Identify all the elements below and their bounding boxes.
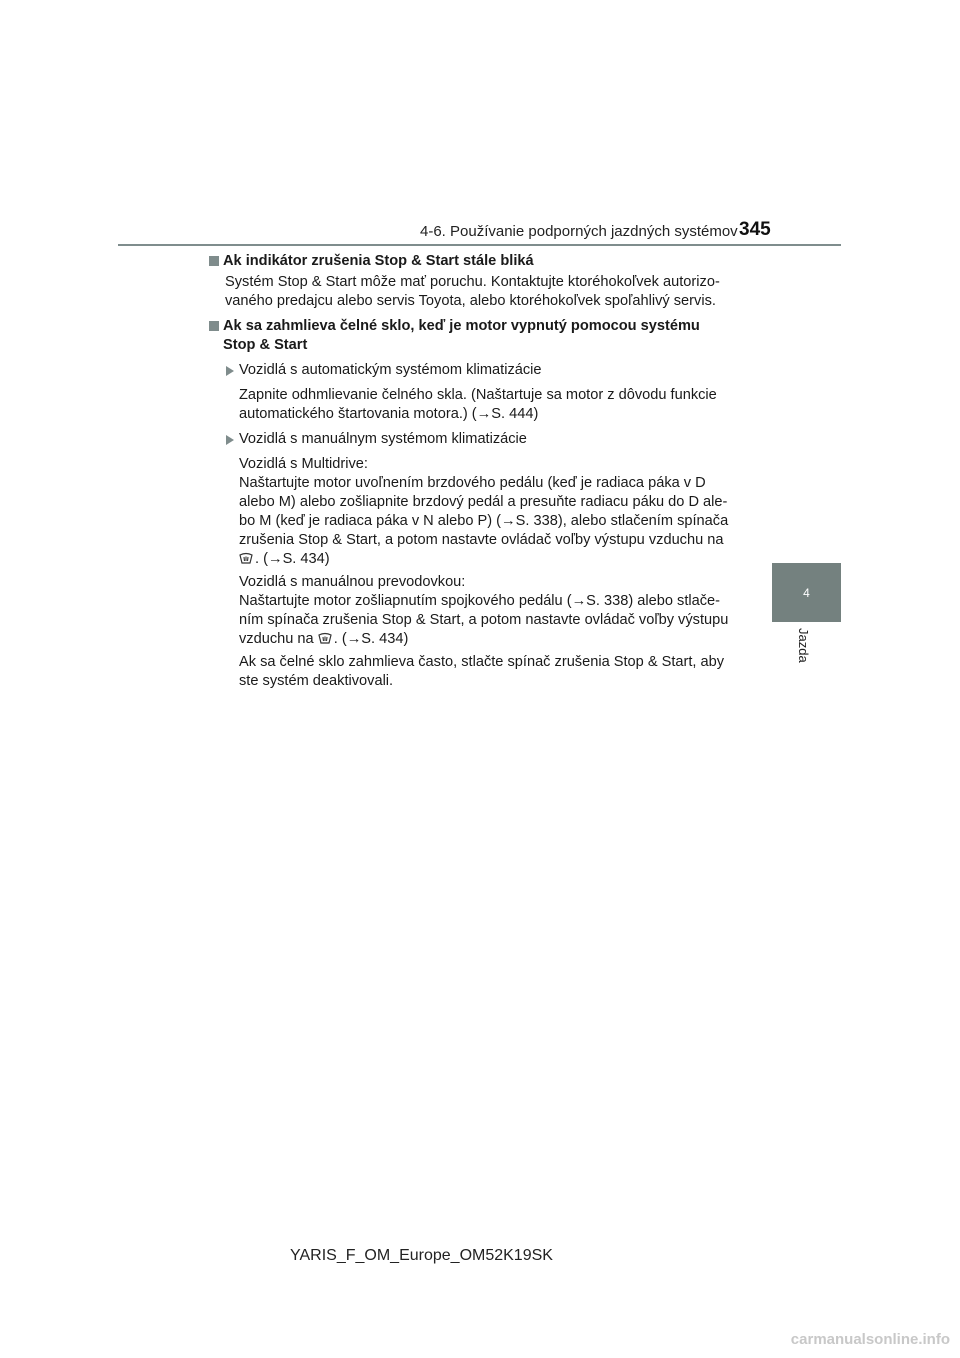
chapter-tab[interactable] <box>772 563 841 622</box>
text-line: Naštartujte motor zošliapnutím spojkového pedálu (→S. 338) alebo stlače- <box>239 593 721 609</box>
chapter-label: Jazda <box>796 628 811 663</box>
subsection-title <box>209 361 749 380</box>
subsection-title-text: Vozidlá s automatickým systémom klimatizácie <box>239 362 542 378</box>
page-header-title: 4-6. Používanie podporných jazdných systémov <box>420 223 738 240</box>
subsection-paragraph <box>209 455 749 569</box>
windshield-defrost-icon <box>318 632 332 645</box>
subsection-paragraph <box>209 653 749 691</box>
square-bullet-icon <box>209 321 219 331</box>
subsection-title-text: Vozidlá s manuálnym systémom klimatizácie <box>239 431 527 447</box>
text-line: alebo M) alebo zošliapnite brzdový pedál a presuňte radiacu páku do D ale- <box>239 494 728 510</box>
text-line <box>239 630 749 649</box>
triangle-bullet-icon <box>226 366 234 376</box>
watermark: carmanualsonline.info <box>790 1331 950 1348</box>
text-line: Ak sa čelné sklo zahmlieva často, stlačte spínač zrušenia Stop & Start, aby <box>239 654 725 670</box>
section-heading-text: Stop & Start <box>223 337 308 353</box>
page-content <box>209 252 749 695</box>
document-code: YARIS_F_OM_Europe_OM52K19SK <box>290 1247 553 1264</box>
text-line: Zapnite odhmlievanie čelného skla. (Naštartuje sa motor z dôvodu funkcie <box>239 387 717 403</box>
section-heading-text: Ak indikátor zrušenia Stop & Start stále bliká <box>223 253 534 269</box>
triangle-bullet-icon <box>226 435 234 445</box>
text-line: Systém Stop & Start môže mať poruchu. Kontaktujte ktoréhokoľvek autorizo- <box>225 274 720 290</box>
text-line: Vozidlá s Multidrive: <box>239 456 368 472</box>
subsection-paragraph <box>209 573 749 649</box>
text-line: Vozidlá s manuálnou prevodovkou: <box>239 574 466 590</box>
windshield-defrost-icon <box>239 552 253 565</box>
header-divider <box>118 244 841 246</box>
section-heading <box>209 317 749 355</box>
text-line: automatického štartovania motora.) (→S. 444) <box>239 406 539 422</box>
text-line-end: . (→S. 434) <box>255 551 330 567</box>
chapter-number: 4 <box>803 585 810 600</box>
page-number: 345 <box>739 219 771 240</box>
text-line-end: . (→S. 434) <box>333 631 409 647</box>
text-line-start: vzduchu na <box>239 631 314 647</box>
square-bullet-icon <box>209 256 219 266</box>
text-line: vaného predajcu alebo servis Toyota, alebo ktoréhokoľvek spoľahlivý servis. <box>225 293 716 309</box>
section-paragraph <box>209 273 749 311</box>
text-line: bo M (keď je radiaca páka v N alebo P) (→S. 338), alebo stlačením spínača <box>239 513 729 529</box>
section-heading-text: Ak sa zahmlieva čelné sklo, keď je motor vypnutý pomocou systému <box>223 318 700 334</box>
subsection-paragraph <box>209 386 749 424</box>
text-line: zrušenia Stop & Start, a potom nastavte ovládač voľby výstupu vzduchu na <box>239 532 724 548</box>
text-line: Naštartujte motor uvoľnením brzdového pedálu (keď je radiaca páka v D <box>239 475 706 491</box>
text-line <box>239 550 749 569</box>
text-line: ste systém deaktivovali. <box>239 673 394 689</box>
subsection-title <box>209 430 749 449</box>
section-heading <box>209 252 749 271</box>
text-line: ním spínača zrušenia Stop & Start, a potom nastavte ovládač voľby výstupu <box>239 612 729 628</box>
